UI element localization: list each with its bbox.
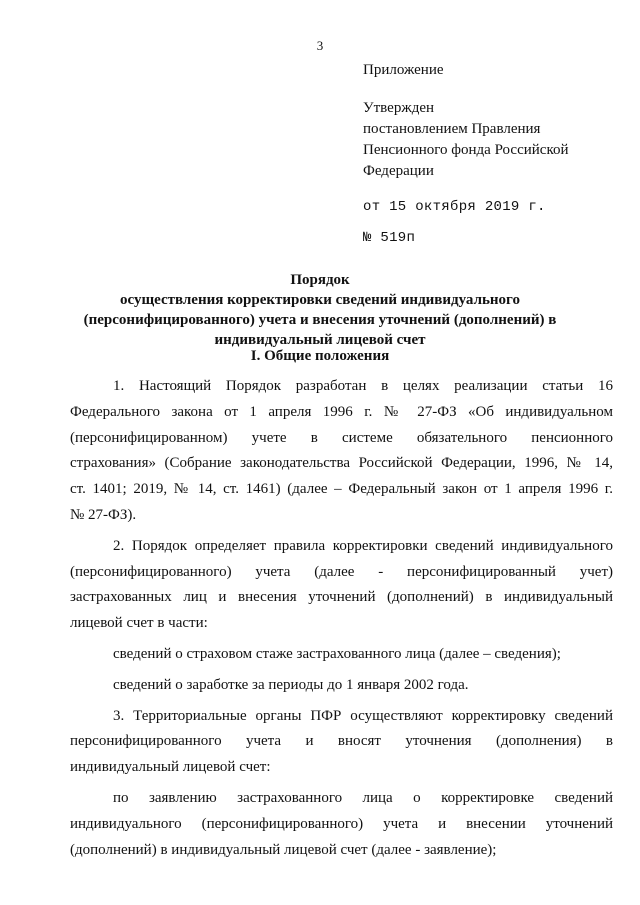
text-line: 1. Настоящий Порядок разработан в целях реализации статьи 16 bbox=[113, 378, 613, 394]
approval-block bbox=[363, 60, 633, 249]
text-line: Федерального закона от 1 апреля 1996 г. № 27-ФЗ «Об индивидуальном bbox=[70, 403, 613, 420]
appendix-label: Приложение bbox=[363, 62, 444, 78]
text-line: (дополнений) в индивидуальный лицевой счет (далее - заявление); bbox=[70, 841, 497, 858]
title-line: Порядок bbox=[290, 272, 350, 288]
paragraph-6 bbox=[70, 786, 613, 863]
approved-line: Федерации bbox=[363, 163, 434, 179]
section-heading: I. Общие положения bbox=[250, 348, 390, 364]
text-line: 3. Территориальные органы ПФР осуществляют корректировку сведений bbox=[113, 707, 613, 724]
document-body bbox=[70, 374, 613, 863]
text-line: (персонифицированном) учете в системе обязательного пенсионного bbox=[70, 429, 613, 446]
text-line: 2. Порядок определяет правила корректировки сведений индивидуального bbox=[113, 537, 613, 554]
text-line: сведений о страховом стаже застрахованного лица (далее – сведения); bbox=[113, 645, 561, 662]
approval-date: от 15 октября 2019 г. bbox=[363, 199, 546, 215]
text-line: страхования» (Собрание законодательства Российской Федерации, 1996, № 14, bbox=[70, 455, 613, 472]
title-line: индивидуальный лицевой счет bbox=[214, 332, 426, 348]
text-line: индивидуальный лицевой счет: bbox=[70, 759, 271, 776]
text-line: № 27-ФЗ). bbox=[70, 506, 137, 523]
paragraph-5 bbox=[70, 704, 613, 781]
paragraph-3 bbox=[70, 642, 613, 668]
text-line: индивидуального (персонифицированного) учета и внесении уточнений bbox=[70, 815, 613, 832]
title-line: осуществления корректировки сведений индивидуального bbox=[119, 292, 520, 308]
approved-line: Утвержден bbox=[363, 100, 435, 116]
text-line: (персонифицированного) учета (далее - персонифицированный учет) bbox=[70, 563, 613, 580]
page-number: 3 bbox=[316, 38, 324, 53]
approved-line: Пенсионного фонда Российской bbox=[363, 142, 569, 158]
text-line: по заявлению застрахованного лица о корректировке сведений bbox=[113, 789, 613, 806]
paragraph-2 bbox=[70, 534, 613, 637]
text-line: сведений о заработке за периоды до 1 января 2002 года. bbox=[113, 676, 469, 693]
paragraph-1 bbox=[70, 374, 613, 529]
text-line: застрахованных лиц и внесения уточнений (дополнений) в индивидуальный bbox=[70, 589, 613, 606]
approved-line: постановлением Правления bbox=[363, 121, 541, 137]
paragraph-4 bbox=[70, 673, 613, 699]
approval-number: № 519п bbox=[363, 230, 416, 246]
text-line: лицевой счет в части: bbox=[70, 615, 208, 632]
document-title bbox=[60, 270, 580, 350]
text-line: персонифицированного учета и вносят уточнения (дополнения) в bbox=[70, 733, 613, 750]
title-line: (персонифицированного) учета и внесения уточнений (дополнений) в bbox=[83, 312, 557, 328]
text-line: ст. 1401; 2019, № 14, ст. 1461) (далее – Федеральный закон от 1 апреля 1996 г. bbox=[70, 481, 613, 498]
